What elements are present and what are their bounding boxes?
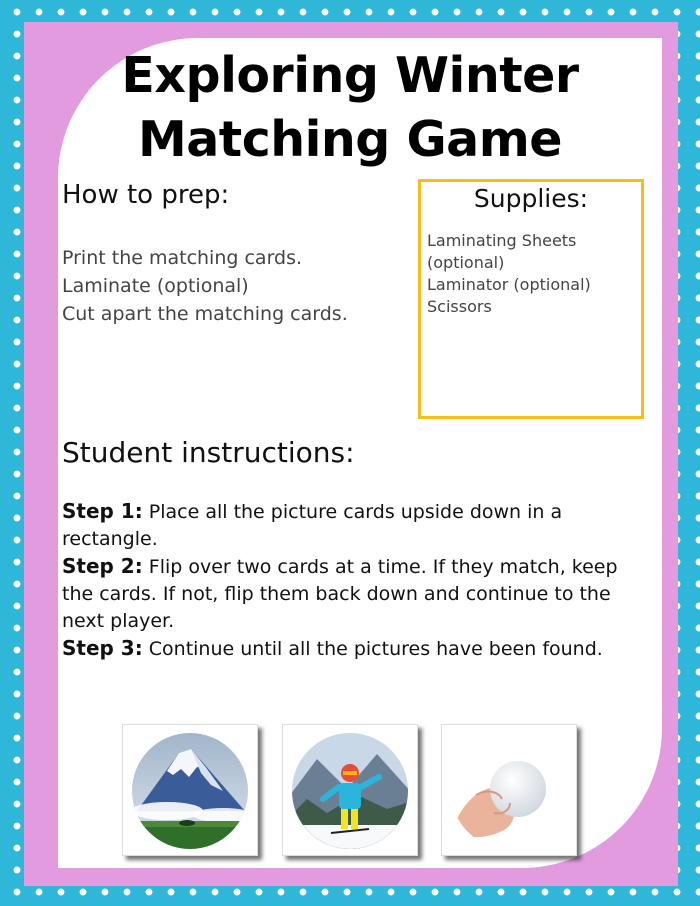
step-label: Step 3: — [62, 636, 143, 660]
step-label: Step 1: — [62, 499, 143, 523]
step-3 — [62, 635, 632, 663]
title-line-1: Exploring Winter — [121, 47, 579, 104]
prep-item: Cut apart the matching cards. — [62, 303, 348, 325]
prep-item: Laminate (optional) — [62, 275, 249, 297]
prep-list — [62, 244, 348, 328]
step-text: Flip over two cards at a time. If they match, keep the cards. If not, flip them back down and continue to the next player. — [62, 556, 618, 632]
step-1 — [62, 498, 632, 553]
snowball-in-hand-picture — [446, 729, 572, 851]
prep-heading: How to prep: — [62, 180, 230, 210]
skier-picture — [287, 729, 413, 851]
step-text: Place all the picture cards upside down in a rectangle. — [62, 501, 563, 550]
supply-item: Laminating Sheets (optional) — [427, 231, 577, 272]
supplies-list — [427, 230, 641, 318]
snowy-mountain-picture — [127, 729, 253, 851]
prep-item: Print the matching cards. — [62, 247, 303, 269]
picture-card — [441, 724, 577, 856]
supplies-heading: Supplies: — [473, 184, 589, 213]
supply-item: Scissors — [427, 297, 492, 316]
supply-item: Laminator (optional) — [427, 275, 591, 294]
supplies-box — [418, 179, 644, 419]
title-line-2: Matching Game — [137, 111, 563, 168]
student-steps — [62, 498, 632, 663]
student-instructions-heading: Student instructions: — [62, 436, 355, 469]
picture-card — [282, 724, 418, 856]
step-label: Step 2: — [62, 554, 143, 578]
step-text: Continue until all the pictures have been found. — [142, 638, 603, 660]
step-2 — [62, 553, 632, 635]
picture-card — [122, 724, 258, 856]
